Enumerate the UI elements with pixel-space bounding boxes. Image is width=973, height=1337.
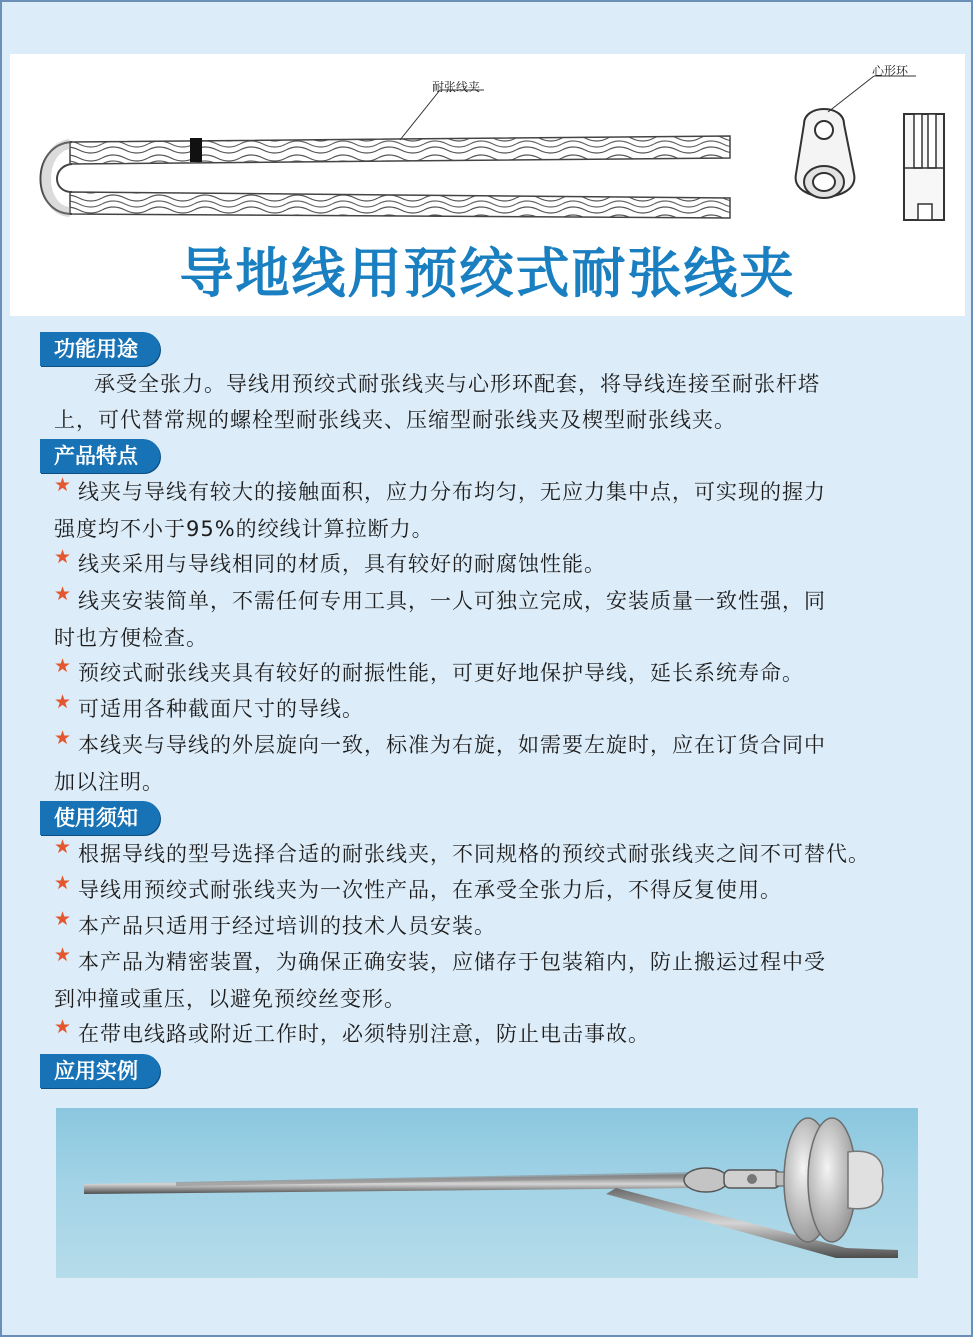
application-photo	[56, 1108, 918, 1278]
section-tag-application: 应用实例	[40, 1054, 160, 1088]
hero-panel	[10, 54, 965, 316]
star-icon: ★	[54, 1016, 73, 1038]
note-item: ★ 本产品只适用于经过培训的技术人员安装。	[54, 908, 497, 938]
star-icon: ★	[54, 872, 73, 894]
feature-item: ★ 可适用各种截面尺寸的导线。	[54, 691, 365, 721]
thimble-label: 心形环	[872, 64, 909, 78]
page-title: 导地线用预绞式耐张线夹	[179, 241, 796, 305]
star-icon: ★	[54, 727, 73, 749]
thimble-front-drawing	[796, 76, 916, 198]
clamp-label: 耐张线夹	[432, 80, 481, 94]
star-icon: ★	[54, 944, 73, 966]
thimble-side-drawing	[904, 114, 944, 220]
star-icon: ★	[54, 474, 73, 496]
section-tag-features: 产品特点	[40, 439, 160, 473]
installed-clamp-illustration	[56, 1108, 918, 1278]
note-item: ★ 本产品为精密装置，为确保正确安装，应储存于包装箱内，防止搬运过程中受 到冲撞或重压，以避免预绞丝变形。	[54, 944, 827, 1011]
note-item: ★ 导线用预绞式耐张线夹为一次性产品，在承受全张力后，不得反复使用。	[54, 872, 783, 902]
section-tag-usage: 功能用途	[40, 332, 160, 366]
usage-line-1: 承受全张力。导线用预绞式耐张线夹与心形环配套，将导线连接至耐张杆塔	[94, 372, 820, 396]
top-band	[2, 2, 971, 54]
star-icon: ★	[54, 908, 73, 930]
feature-item: ★ 本线夹与导线的外层旋向一致，标准为右旋，如需要左旋时，应在订货合同中 加以注明。	[54, 727, 827, 794]
feature-item: ★ 预绞式耐张线夹具有较好的耐振性能，可更好地保护导线，延长系统寿命。	[54, 655, 805, 685]
star-icon: ★	[54, 836, 73, 858]
feature-item: ★ 线夹采用与导线相同的材质，具有较好的耐腐蚀性能。	[54, 546, 607, 576]
star-icon: ★	[54, 655, 73, 677]
feature-item: ★ 线夹安装简单，不需任何专用工具，一人可独立完成，安装质量一致性强，同 时也方便检查。	[54, 583, 827, 650]
usage-line-2: 上，可代替常规的螺栓型耐张线夹、压缩型耐张线夹及楔型耐张线夹。	[54, 408, 736, 432]
note-item: ★ 在带电线路或附近工作时，必须特别注意，防止电击事故。	[54, 1016, 651, 1046]
note-item: ★ 根据导线的型号选择合适的耐张线夹，不同规格的预绞式耐张线夹之间不可替代。	[54, 836, 871, 866]
tension-clamp-drawing	[10, 54, 965, 234]
feature-item: ★ 线夹与导线有较大的接触面积，应力分布均匀，无应力集中点，可实现的握力 强度均不小于95%的绞线计算拉断力。	[54, 474, 827, 541]
star-icon: ★	[54, 691, 73, 713]
star-icon: ★	[54, 546, 73, 568]
section-tag-notes: 使用须知	[40, 801, 160, 835]
star-icon: ★	[54, 583, 73, 605]
